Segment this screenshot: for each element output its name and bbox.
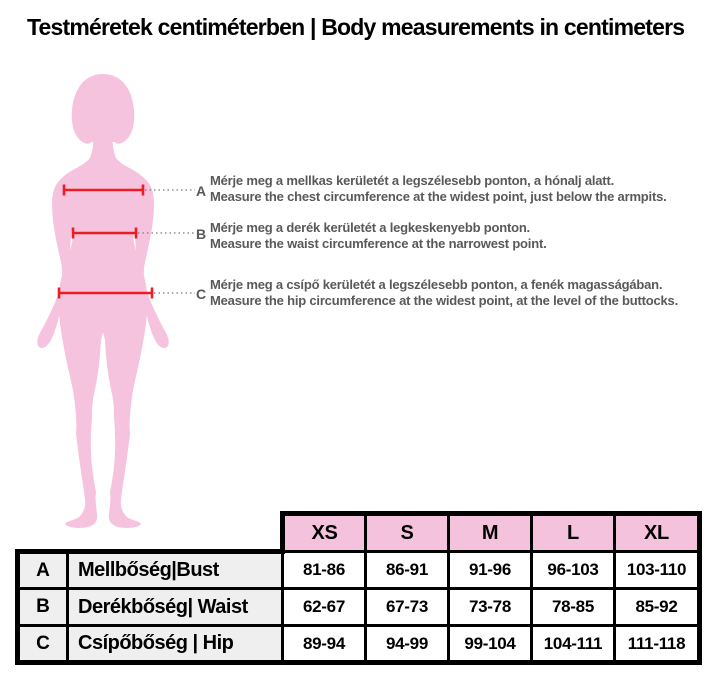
annotation-hip-hu: Mérje meg a csípő kerületét a legszélesebb ponton, a fenék magasságában. [210, 277, 663, 292]
table-row-hip [18, 626, 700, 663]
row-letter: C [18, 626, 68, 663]
measure-letter-c: C [196, 286, 207, 302]
female-silhouette-icon [28, 72, 198, 532]
header-spacer [68, 514, 283, 552]
cell-value: 91-96 [449, 552, 532, 589]
cell-value: 86-91 [366, 552, 449, 589]
cell-value: 67-73 [366, 589, 449, 626]
row-label: Derékbőség| Waist [68, 589, 283, 626]
cell-value: 78-85 [532, 589, 615, 626]
size-header-row [18, 514, 700, 552]
cell-value: 81-86 [283, 552, 366, 589]
size-table [15, 511, 702, 665]
cell-value: 89-94 [283, 626, 366, 663]
cell-value: 73-78 [449, 589, 532, 626]
annotation-hip [210, 277, 710, 308]
annotation-chest-hu: Mérje meg a mellkas kerületét a legszélesebb ponton, a hónalj alatt. [210, 173, 614, 188]
size-header-s: S [366, 514, 449, 552]
body-silhouette-figure [28, 72, 198, 532]
annotation-waist-en: Measure the waist circumference at the narrowest point. [210, 235, 547, 251]
cell-value: 96-103 [532, 552, 615, 589]
annotation-waist-hu: Mérje meg a derék kerületét a legkeskenyebb ponton. [210, 220, 530, 235]
measure-letter-b: B [196, 226, 207, 242]
size-header-xl: XL [615, 514, 700, 552]
table-row-bust [18, 552, 700, 589]
measure-letter-a: A [196, 183, 207, 199]
annotation-chest-en: Measure the chest circumference at the widest point, just below the armpits. [210, 188, 667, 204]
row-letter: B [18, 589, 68, 626]
row-letter: A [18, 552, 68, 589]
annotation-chest [210, 173, 710, 204]
size-header-xs: XS [283, 514, 366, 552]
size-header-l: L [532, 514, 615, 552]
cell-value: 62-67 [283, 589, 366, 626]
annotation-hip-en: Measure the hip circumference at the widest point, at the level of the buttocks. [210, 292, 678, 308]
row-label: Csípőbőség | Hip [68, 626, 283, 663]
cell-value: 103-110 [615, 552, 700, 589]
annotation-waist [210, 220, 710, 251]
size-table-container [15, 511, 702, 665]
size-header-m: M [449, 514, 532, 552]
cell-value: 104-111 [532, 626, 615, 663]
page-title: Testméretek centiméterben | Body measurements in centimeters [27, 14, 685, 40]
cell-value: 85-92 [615, 589, 700, 626]
cell-value: 94-99 [366, 626, 449, 663]
torso-legs-shape [57, 128, 149, 528]
cell-value: 111-118 [615, 626, 700, 663]
row-label: Mellbőség|Bust [68, 552, 283, 589]
header-spacer [18, 514, 68, 552]
cell-value: 99-104 [449, 626, 532, 663]
table-row-waist [18, 589, 700, 626]
